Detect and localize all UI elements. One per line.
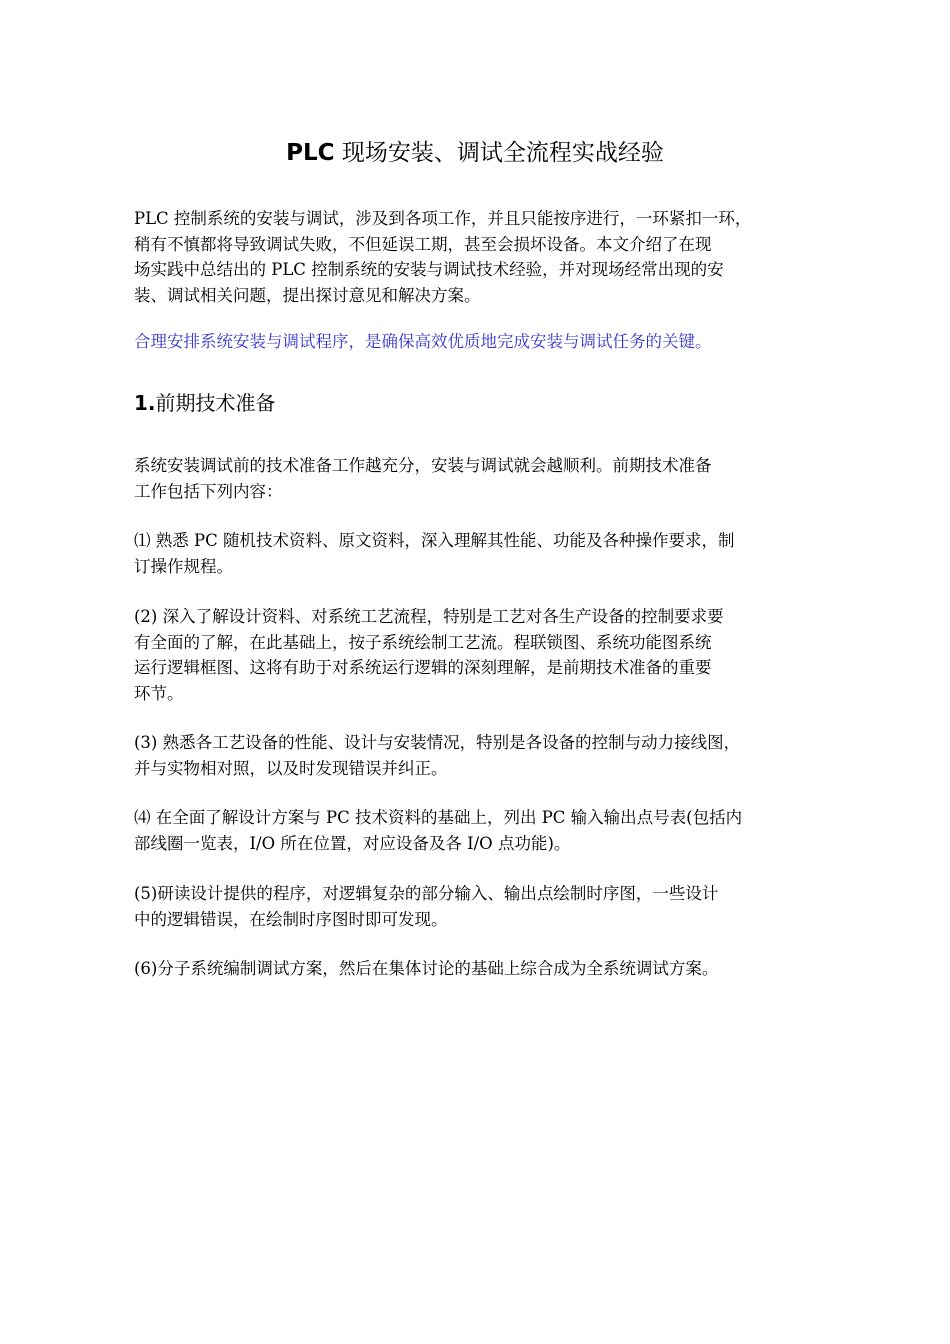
list-item: ⑴ 熟悉 PC 随机技术资料、原文资料，深入理解其性能、功能及各种操作要求，制 订操作规程。 <box>134 531 735 576</box>
list-item: (6)分子系统编制调试方案，然后在集体讨论的基础上综合成为全系统调试方案。 <box>134 959 719 978</box>
section-number: 1. <box>134 391 156 415</box>
section-title: 前期技术准备 <box>155 391 276 415</box>
highlight-paragraph: 合理安排系统安装与调试程序，是确保高效优质地完成安装与调试任务的关键。 <box>134 332 712 351</box>
document-title <box>0 138 950 168</box>
intro-paragraph: PLC 控制系统的安装与调试，涉及到各项工作，并且只能按序进行，一环紧扣一环， 稍有不慎都将导致调试失败，不但延误工期，甚至会损坏设备。本文介绍了在现 场实践中总结出的 PLC 控制系统的安装与调试技术经验，并对现场经常出现的安 装、调试相关问题，提出探讨意见和解决方案。 <box>134 209 752 305</box>
title-rest: 现场安装、调试全流程实战经验 <box>334 140 664 166</box>
list-item: (5)研读设计提供的程序，对逻辑复杂的部分输入、输出点绘制时序图，一些设计 中的逻辑错误，在绘制时序图时即可发现。 <box>134 884 719 929</box>
list-item: ⑷ 在全面了解设计方案与 PC 技术资料的基础上，列出 PC 输入输出点号表(包括内 部线圈一览表，I/O 所在位置，对应设备及各 I/O 点功能)。 <box>134 808 743 853</box>
title-prefix: PLC <box>286 140 335 166</box>
list-item: (2) 深入了解设计资料、对系统工艺流程，特别是工艺对各生产设备的控制要求要 有全面的了解，在此基础上，按子系统绘制工艺流。程联锁图、系统功能图系统 运行逻辑框图、这将有助于对系统运行逻辑的深刻理解，是前期技术准备的重要 环节。 <box>134 607 724 703</box>
section-intro-paragraph: 系统安装调试前的技术准备工作越充分，安装与调试就会越顺利。前期技术准备 工作包括下列内容： <box>134 456 712 501</box>
section-heading <box>134 389 276 417</box>
list-item: (3) 熟悉各工艺设备的性能、设计与安装情况，特别是各设备的控制与动力接线图， 并与实物相对照，以及时发现错误并纠正。 <box>134 733 741 778</box>
